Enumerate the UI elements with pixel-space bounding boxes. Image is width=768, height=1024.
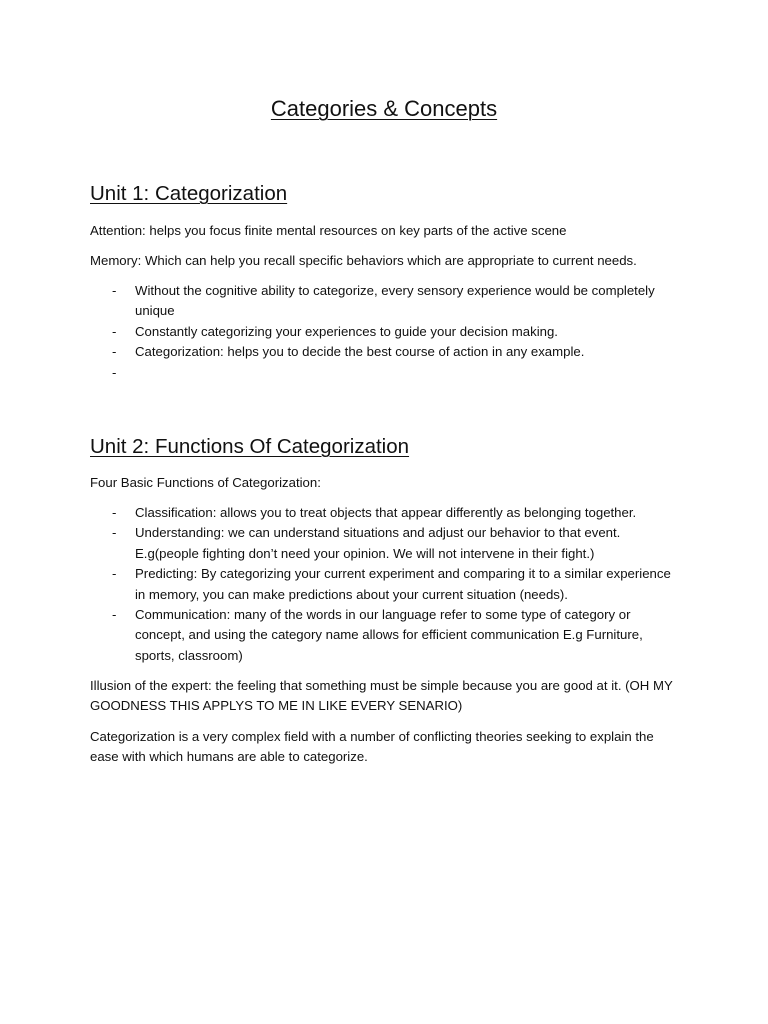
list-item xyxy=(90,523,680,564)
complexity-paragraph: Categorization is a very complex field with a number of conflicting theories seeking to explain the ease with which humans are able to categorize. xyxy=(90,729,654,765)
list-item xyxy=(90,342,680,362)
list-item xyxy=(90,281,680,322)
bullet-text: Classification: allows you to treat objects that appear differently as belonging together. xyxy=(135,505,637,520)
list-item xyxy=(90,503,680,523)
functions-intro-paragraph: Four Basic Functions of Categorization: xyxy=(90,475,321,490)
bullet-text: Constantly categorizing your experiences to guide your decision making. xyxy=(135,323,558,339)
list-item xyxy=(90,322,680,342)
bullet-marker: - xyxy=(112,505,117,520)
attention-paragraph: Attention: helps you focus finite mental resources on key parts of the active scene xyxy=(90,223,567,238)
bullet-text: Understanding: we can understand situations and adjust our behavior to that event. E.g(people fighting don’t need your opinion. We will not intervene in their fight.) xyxy=(135,525,621,561)
bullet-marker: - xyxy=(112,607,117,623)
bullet-marker: - xyxy=(112,323,117,339)
bullet-text: Categorization: helps you to decide the best course of action in any example. xyxy=(135,344,585,360)
unit-1-bullet-list xyxy=(90,281,680,383)
bullet-marker: - xyxy=(112,283,117,298)
list-item xyxy=(90,363,680,383)
bullet-marker: - xyxy=(112,344,117,360)
memory-paragraph: Memory: Which can help you recall specific behaviors which are appropriate to current needs. xyxy=(90,253,637,268)
unit-2-bullet-list xyxy=(90,503,680,666)
bullet-marker: - xyxy=(112,566,117,582)
bullet-text: Communication: many of the words in our language refer to some type of category or concept, and using the category name allows for efficient communication E.g Furniture, sports, classroom) xyxy=(135,607,643,663)
bullet-text: Predicting: By categorizing your current experiment and comparing it to a similar experience in memory, you can make predictions about your current situation (needs). xyxy=(135,566,671,602)
list-item xyxy=(90,564,680,605)
bullet-marker: - xyxy=(112,364,117,380)
list-item xyxy=(90,605,680,666)
bullet-marker: - xyxy=(112,525,117,541)
page-title: Categories & Concepts xyxy=(270,96,498,121)
bullet-text: Without the cognitive ability to categorize, every sensory experience would be completely unique xyxy=(135,283,655,319)
unit-1-heading: Unit 1: Categorization xyxy=(90,182,288,205)
illusion-paragraph: Illusion of the expert: the feeling that something must be simple because you are good at it. (OH MY GOODNESS THIS APPLYS TO ME IN LIKE EVERY SENARIO) xyxy=(90,678,673,714)
unit-2-heading: Unit 2: Functions Of Categorization xyxy=(90,435,410,458)
